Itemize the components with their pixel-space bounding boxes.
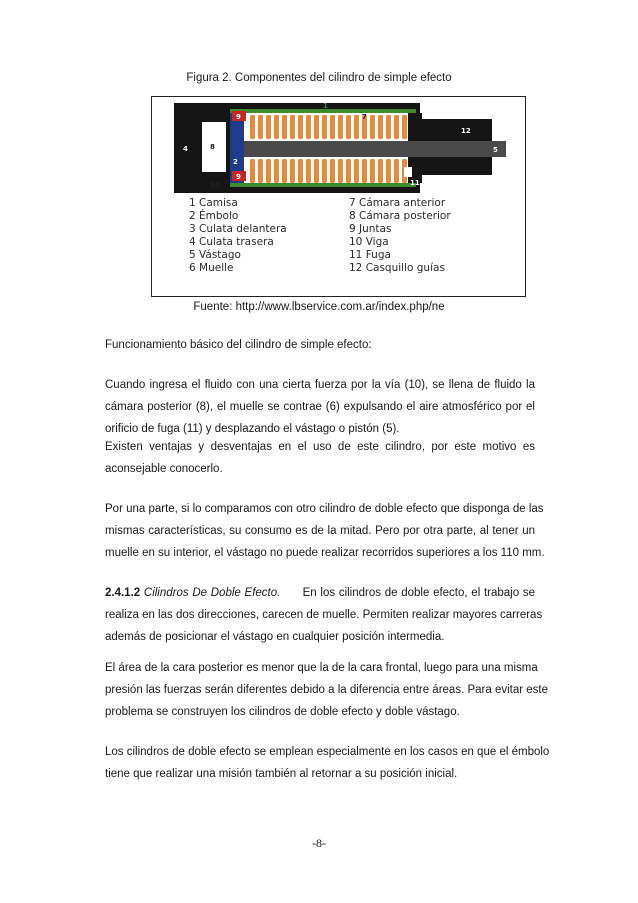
- leak-port: [404, 167, 412, 177]
- spring-coil: [330, 115, 335, 139]
- legend-item: 7 Cámara anterior: [349, 197, 446, 209]
- cylinder-figure: [151, 96, 526, 297]
- label-10: 10: [210, 181, 220, 189]
- legend-left: [189, 197, 287, 275]
- spring-coil: [258, 115, 263, 139]
- label-2: 2: [233, 158, 238, 166]
- label-5: 5: [493, 146, 498, 154]
- spring-coil: [250, 159, 255, 183]
- spring-coil: [330, 159, 335, 183]
- label-1: 1: [323, 102, 328, 110]
- text-line: cámara posterior (8), el muelle se contrae (6) expulsando el aire atmosférico por el: [105, 401, 535, 413]
- spring-coil: [282, 159, 287, 183]
- paragraph-5: [105, 657, 549, 723]
- spring-coil: [370, 115, 375, 139]
- spring-coil: [274, 115, 279, 139]
- paragraph-2: [105, 436, 535, 480]
- paragraph-4: [105, 582, 543, 648]
- legend-item: 3 Culata delantera: [189, 223, 287, 235]
- spring-coil: [394, 159, 399, 183]
- spring-coil: [346, 159, 351, 183]
- spring-coil: [314, 115, 319, 139]
- label-7: 7: [362, 113, 367, 121]
- legend-item: 8 Cámara posterior: [349, 210, 451, 222]
- legend-item: 12 Casquillo guías: [349, 262, 445, 274]
- legend-item: 11 Fuga: [349, 249, 391, 261]
- text-line: muelle en su interior, el vástago no puede realizar recorridos superiores a los 110 mm.: [105, 547, 545, 559]
- spring-coil: [362, 159, 367, 183]
- paragraph-3: [105, 498, 545, 564]
- text-line: Cuando ingresa el fluido con una cierta fuerza por la vía (10), se llena de fluido la: [105, 379, 535, 391]
- legend-item: 10 Viga: [349, 236, 389, 248]
- spring-coil: [298, 115, 303, 139]
- label-4: 4: [183, 145, 188, 153]
- label-9-bottom: 9: [236, 173, 241, 181]
- legend-item: 5 Vástago: [189, 249, 241, 261]
- section-number: 2.4.1.2: [105, 587, 141, 599]
- text-line: aconsejable conocerlo.: [105, 463, 223, 475]
- figure-source: Fuente: http://www.lbservice.com.ar/index.php/ne: [193, 301, 445, 313]
- spring-coil: [266, 159, 271, 183]
- text-line: orificio de fuga (11) y desplazando el vástago o pistón (5).: [105, 423, 400, 435]
- legend-item: 4 Culata trasera: [189, 236, 274, 248]
- spring-coil: [338, 159, 343, 183]
- legend-item: 6 Muelle: [189, 262, 234, 274]
- label-12: 12: [461, 127, 471, 135]
- piston-rod: [244, 141, 506, 157]
- text-line: además de posicionar el vástago en cualquier posición intermedia.: [105, 631, 445, 643]
- spring-coil: [386, 115, 391, 139]
- text-line: realiza en las dos direcciones, carecen de muelle. Permiten realizar mayores carreras: [105, 609, 543, 621]
- text-line: Existen ventajas y desventajas en el uso de este cilindro, por este motivo es: [105, 441, 535, 453]
- label-9-top: 9: [236, 113, 241, 121]
- spring-coil: [306, 115, 311, 139]
- spring-coil: [338, 115, 343, 139]
- spring-coil: [290, 115, 295, 139]
- spring-coil: [266, 115, 271, 139]
- spring-coil: [298, 159, 303, 183]
- text-line: presión las fuerzas serán diferentes debido a la diferencia entre áreas. Para evitar este: [105, 684, 549, 696]
- spring-coil: [402, 115, 407, 139]
- legend-right: [349, 197, 451, 275]
- text-line: Por una parte, si lo comparamos con otro cilindro de doble efecto que disponga de las: [105, 503, 544, 515]
- text-line: tiene que realizar una misión también al retornar a su posición inicial.: [105, 768, 458, 780]
- spring-coil: [314, 159, 319, 183]
- spring-coil: [282, 115, 287, 139]
- section-intro: En los cilindros de doble efecto, el trabajo se: [302, 587, 535, 599]
- green-bar-bottom: [230, 183, 416, 187]
- subheading: [105, 334, 535, 356]
- spring-coil: [378, 159, 383, 183]
- spring-coil: [250, 115, 255, 139]
- text-line: Los cilindros de doble efecto se emplean especialmente en los casos en que el émbolo: [105, 746, 550, 758]
- spring-coil: [386, 159, 391, 183]
- text-line: problema se construyen los cilindros de doble efecto y doble vástago.: [105, 706, 460, 718]
- paragraph-6: [105, 741, 550, 785]
- spring-coil: [322, 159, 327, 183]
- spring-coil: [378, 115, 383, 139]
- spring-coil: [346, 115, 351, 139]
- spring-coil: [322, 115, 327, 139]
- section-title: Cilindros De Doble Efecto.: [143, 587, 281, 599]
- spring-coil: [258, 159, 263, 183]
- label-11: 11: [410, 179, 420, 187]
- text-line: mismas características, su consumo es de la mitad. Pero por otra parte, al tener un: [105, 525, 535, 537]
- text-line: [105, 582, 535, 604]
- legend-item: 9 Juntas: [349, 223, 392, 235]
- text-line: El área de la cara posterior es menor que la de la cara frontal, luego para una misma: [105, 662, 538, 674]
- spring-coil: [290, 159, 295, 183]
- figure-caption: Figura 2. Componentes del cilindro de simple efecto: [186, 72, 452, 84]
- spring-coil: [354, 115, 359, 139]
- legend-item: 2 Émbolo: [189, 210, 239, 222]
- spring-coil: [354, 159, 359, 183]
- spring-coil: [306, 159, 311, 183]
- label-8: 8: [210, 143, 215, 151]
- paragraph-1: [105, 374, 535, 440]
- page-number: -8-: [312, 836, 326, 850]
- spring-coil: [274, 159, 279, 183]
- text-line: Funcionamiento básico del cilindro de simple efecto:: [105, 339, 372, 351]
- spring-coil: [370, 159, 375, 183]
- legend-item: 1 Camisa: [189, 197, 238, 209]
- spring-coil: [394, 115, 399, 139]
